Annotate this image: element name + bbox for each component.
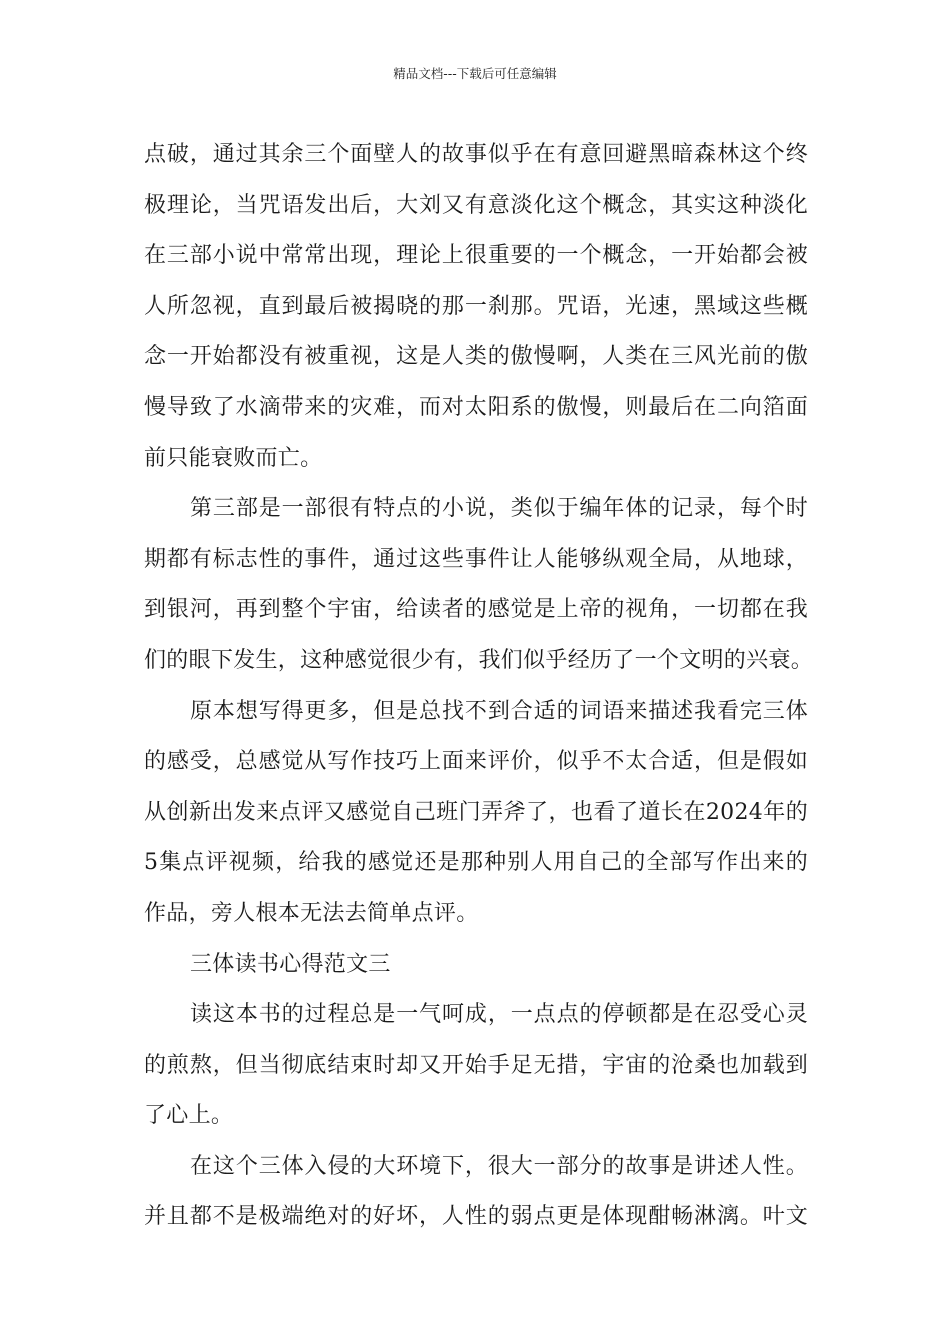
body-line: 并且都不是极端绝对的好坏，人性的弱点更是体现酣畅淋漓。叶文 [144, 1204, 808, 1230]
body-line: 期都有标志性的事件，通过这些事件让人能够纵观全局，从地球， [144, 546, 808, 572]
body-line: 慢导致了水滴带来的灾难，而对太阳系的傲慢，则最后在二向箔面 [144, 394, 808, 420]
body-line: 点破，通过其余三个面壁人的故事似乎在有意回避黑暗森林这个终 [144, 142, 808, 167]
body-line: 的煎熬，但当彻底结束时却又开始手足无措，宇宙的沧桑也加载到 [144, 1052, 808, 1078]
body-line: 第三部是一部很有特点的小说，类似于编年体的记录，每个时 [190, 496, 808, 522]
body-line: 作品，旁人根本无法去简单点评。 [144, 900, 479, 926]
body-line: 人所忽视，直到最后被揭晓的那一刹那。咒语，光速，黑域这些概 [144, 293, 808, 319]
body-line: 极理论，当咒语发出后，大刘又有意淡化这个概念，其实这种淡化 [144, 192, 808, 218]
body-line: 到银河，再到整个宇宙，给读者的感觉是上帝的视角，一切都在我 [144, 597, 808, 623]
body-line: 在三部小说中常常出现，理论上很重要的一个概念，一开始都会被 [144, 243, 808, 269]
body-line: 念一开始都没有被重视，这是人类的傲慢啊，人类在三风光前的傲 [144, 344, 808, 370]
page-header: 精品文档---下载后可任意编辑 [393, 66, 557, 81]
body-line: 们的眼下发生，这种感觉很少有，我们似乎经历了一个文明的兴衰。 [144, 647, 814, 673]
body-line: 了心上。 [144, 1103, 234, 1129]
body-line: 前只能衰败而亡。 [144, 445, 323, 471]
section-heading: 三体读书心得范文三 [190, 951, 391, 977]
document-body [144, 130, 814, 1243]
body-line: 在这个三体入侵的大环境下，很大一部分的故事是讲述人性。 [190, 1153, 808, 1179]
body-line: 读这本书的过程总是一气呵成，一点点的停顿都是在忍受心灵 [190, 1002, 808, 1028]
body-line: 原本想写得更多，但是总找不到合适的词语来描述我看完三体 [190, 698, 808, 724]
body-line: 从创新出发来点评又感觉自己班门弄斧了，也看了道长在2024年的 [144, 799, 808, 825]
body-line: 的感受，总感觉从写作技巧上面来评价，似乎不太合适，但是假如 [144, 749, 808, 775]
body-line: 5集点评视频，给我的感觉还是那种别人用自己的全部写作出来的 [144, 850, 808, 876]
